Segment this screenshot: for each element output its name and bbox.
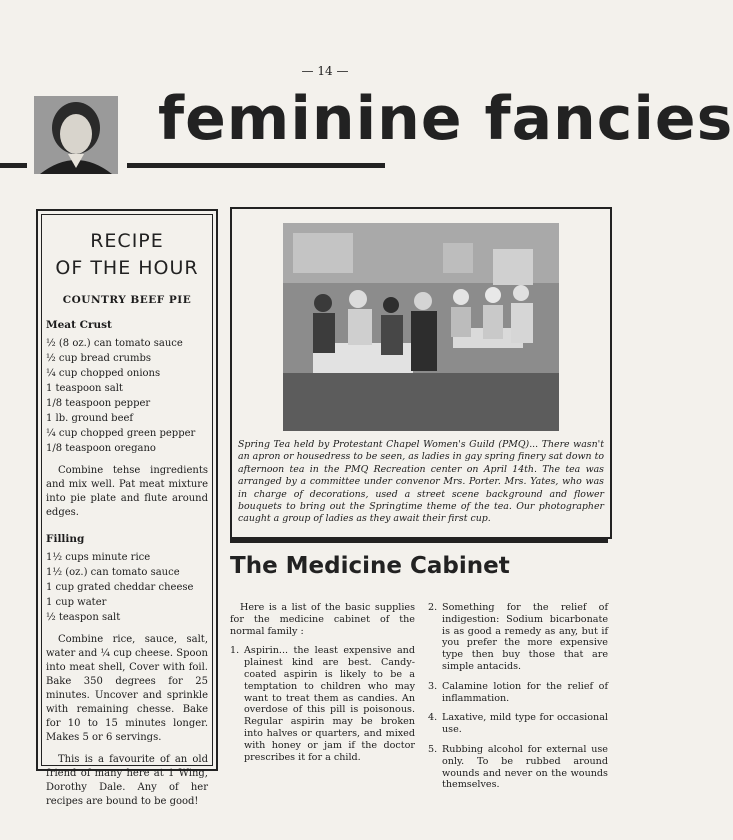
list-number: 5.	[428, 743, 438, 755]
ingredient: 1 cup grated cheddar cheese	[46, 582, 194, 593]
list-item	[230, 645, 415, 763]
photo-image	[283, 223, 559, 431]
recipe-box	[36, 209, 218, 807]
recipe-heading-line2: OF THE HOUR	[55, 257, 199, 279]
ingredient: 1 cup water	[46, 597, 107, 608]
ingredient: 1/8 teaspoon oregano	[46, 443, 156, 454]
list-item	[428, 681, 608, 705]
ingredient: ¼ cup chopped green pepper	[46, 428, 196, 439]
ingredient: ½ teaspon salt	[46, 612, 121, 623]
recipe-name: COUNTRY BEEF PIE	[62, 294, 192, 306]
list-number: 2.	[428, 602, 438, 613]
page-number: — 14 —	[301, 64, 349, 78]
list-item	[428, 602, 608, 673]
list-item	[428, 712, 608, 736]
filling-heading: Filling	[46, 533, 85, 545]
filling-ingredient-list	[46, 550, 208, 625]
list-number: 4.	[428, 712, 438, 724]
list-text: Rubbing alcohol for external use only. To be rubbed around wounds and never on the wounds themselves.	[442, 743, 608, 791]
crust-ingredient-list	[46, 336, 208, 456]
portrait-photo	[34, 96, 118, 174]
crust-method: Combine tehse ingredients and mix well. Pat meat mixture into pie plate and flute around edges.	[46, 465, 208, 518]
spring-tea-photo	[283, 223, 559, 431]
ingredient: 1 teaspoon salt	[46, 383, 123, 394]
ingredient: ½ cup bread crumbs	[46, 353, 151, 364]
cabinet-title: The Medicine Cabinet	[230, 553, 510, 579]
list-number: 1.	[230, 645, 240, 657]
list-item	[428, 744, 608, 791]
list-text: Laxative, mild type for occasional use.	[442, 712, 608, 736]
crust-heading: Meat Crust	[46, 319, 112, 331]
photo-feature-box	[230, 207, 612, 539]
ingredient: 1/8 teaspoon pepper	[46, 398, 151, 409]
recipe-heading-line1: RECIPE	[90, 230, 164, 252]
ingredient: ¼ cup chopped onions	[46, 368, 161, 379]
filling-method: Combine rice, sauce, salt, water and ¼ cup cheese. Spoon into meat shell, Cover with foil. Bake 350 degrees for 25 minutes. Uncover and sprinkle with remaining chesse. Bake for 10 to 15 minutes longer. Makes 5 or 6 servings.	[46, 634, 208, 743]
list-text: Something for the relief of indigestion: Sodium bicarbonate is as good a remedy as any, but if you prefer the more expensive type then buy those that are simple antacids.	[442, 602, 608, 672]
cabinet-rule	[230, 539, 608, 543]
list-number: 3.	[428, 680, 438, 692]
ingredient: ½ (8 oz.) can tomato sauce	[46, 338, 183, 349]
banner-rule-left	[0, 163, 27, 168]
banner-rule-right	[127, 163, 385, 168]
list-text: Aspirin... the least expensive and plainest kind are best. Candy-coated aspirin is likely to be a temptation to children who may want to treat them as candies. An overdose of this pill is poisonous. Regular aspirin may be broken into halves or quarters, and mixed with honey or jam if the doctor prescribes it for a child.	[244, 645, 415, 763]
cabinet-column-left	[230, 602, 415, 763]
ingredient: 1½ cups minute rice	[46, 552, 151, 563]
list-text: Calamine lotion for the relief of inflammation.	[442, 680, 608, 704]
columnist-portrait	[34, 96, 118, 174]
ingredient: 1½ (oz.) can tomato sauce	[46, 567, 180, 578]
recipe-box-inner	[41, 214, 213, 807]
recipe-note: This is a favourite of an old friend of many here at 1 Wing, Dorothy Dale. Any of her recipes are bound to be good!	[46, 754, 208, 807]
photo-caption: Spring Tea held by Protestant Chapel Women's Guild (PMQ)... There wasn't an apron or housedress to be seen, as ladies in gay spring finery sat down to afternoon tea in the PMQ Recreation center on April 14th. The tea was arranged by a committee under convenor Mrs. Porter. Mrs. Yates, who was in charge of decorations, used a street scene background and flower bouquets to bring out the Springtime theme of the tea. Our photographer caught a group of ladies as they await their first cup.	[238, 439, 604, 525]
section-banner-title: feminine fancies	[158, 84, 733, 154]
cabinet-column-right	[428, 602, 608, 791]
cabinet-intro: Here is a list of the basic supplies for the medicine cabinet of the normal family :	[230, 602, 415, 637]
ingredient: 1 lb. ground beef	[46, 413, 134, 424]
